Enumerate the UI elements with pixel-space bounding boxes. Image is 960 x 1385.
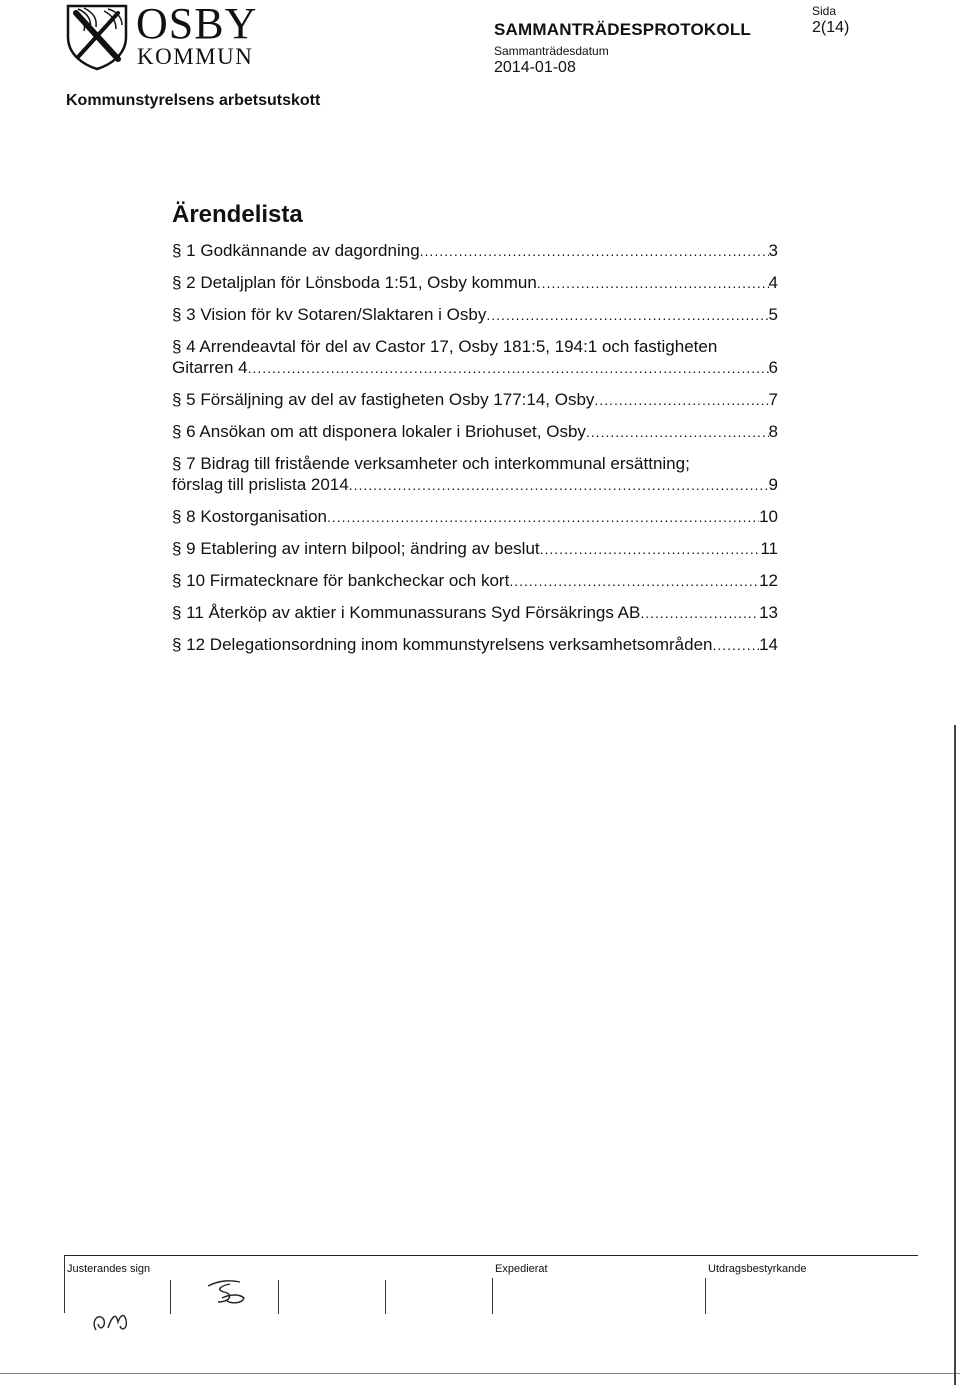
toc-entry — [172, 304, 778, 326]
toc-page-number: 13 — [759, 603, 778, 622]
toc-leader-dots — [586, 422, 769, 443]
toc-entry — [172, 602, 778, 624]
sign-divider-2 — [278, 1280, 279, 1314]
toc-line — [172, 389, 778, 411]
toc-entry — [172, 634, 778, 656]
toc-line — [172, 570, 778, 592]
toc-page-number: 9 — [768, 475, 778, 494]
toc-page-number: 3 — [768, 241, 778, 260]
page-label: Sida — [812, 4, 837, 18]
toc-entry-title: § 1 Godkännande av dagordning — [172, 241, 420, 260]
toc-entry-title: förslag till prislista 2014 — [172, 475, 349, 494]
toc-entry — [172, 453, 778, 496]
toc-entry-title: § 6 Ansökan om att disponera lokaler i Briohuset, Osby — [172, 422, 586, 441]
toc-page-number: 10 — [759, 507, 778, 526]
sign-divider-3 — [385, 1280, 386, 1314]
toc-leader-dots — [509, 571, 759, 592]
toc-entry — [172, 538, 778, 560]
toc-entry — [172, 240, 778, 262]
toc-page-number: 12 — [759, 571, 778, 590]
toc-line — [172, 506, 778, 528]
toc-entry — [172, 389, 778, 411]
toc-entry-title: § 4 Arrendeavtal för del av Castor 17, Osby 181:5, 194:1 och fastigheten — [172, 337, 718, 356]
signature-initials-1 — [86, 1298, 146, 1338]
toc-line — [172, 538, 778, 560]
committee-name: Kommunstyrelsens arbetsutskott — [66, 92, 321, 109]
expedierat-divider — [492, 1278, 493, 1314]
scan-edge — [954, 725, 956, 1385]
meeting-date-label: Sammanträdesdatum — [494, 44, 609, 58]
footer-border-left — [64, 1255, 65, 1313]
toc-leader-dots — [349, 475, 769, 496]
toc-page-number: 11 — [760, 539, 778, 558]
toc-entry-title: § 10 Firmatecknare för bankcheckar och kort — [172, 571, 510, 590]
toc-leader-dots — [327, 507, 759, 528]
toc-entry-title: § 2 Detaljplan för Lönsboda 1:51, Osby kommun — [172, 273, 537, 292]
toc-page-number: 8 — [768, 422, 778, 441]
protocol-title: SAMMANTRÄDESPROTOKOLL — [494, 20, 751, 39]
toc-page-number: 4 — [768, 273, 778, 292]
toc-entry-title: § 12 Delegationsordning inom kommunstyrelsens verksamhetsområden — [172, 635, 713, 654]
expedierat-label: Expedierat — [495, 1263, 548, 1275]
toc-entry-title: § 7 Bidrag till fristående verksamheter och interkommunal ersättning; — [172, 454, 690, 473]
osby-coat-of-arms-icon — [64, 3, 130, 71]
logo-subtitle: KOMMUN — [137, 44, 254, 69]
toc-page-number: 5 — [768, 305, 778, 324]
toc-leader-dots — [537, 273, 769, 294]
logo-wordmark: OSBY — [136, 0, 258, 48]
toc-line — [172, 474, 778, 496]
meeting-date: 2014-01-08 — [494, 59, 576, 76]
toc-page-number: 7 — [768, 390, 778, 409]
toc-leader-dots — [486, 305, 768, 326]
toc-line — [172, 634, 778, 656]
toc-entry — [172, 506, 778, 528]
toc-page-number: 6 — [768, 358, 778, 377]
toc-line — [172, 304, 778, 326]
toc-entry-title: § 5 Försäljning av del av fastigheten Osby 177:14, Osby — [172, 390, 595, 409]
toc-leader-dots — [248, 358, 769, 379]
toc-line — [172, 421, 778, 443]
toc-line — [172, 357, 778, 379]
toc-line — [172, 240, 778, 262]
toc-entry — [172, 336, 778, 379]
toc-entry — [172, 272, 778, 294]
utdragsbestyrkande-label: Utdragsbestyrkande — [708, 1263, 807, 1275]
justerandes-sign-label: Justerandes sign — [67, 1263, 151, 1275]
toc-leader-dots — [640, 603, 759, 624]
footer-divider — [64, 1255, 918, 1256]
toc-entry — [172, 421, 778, 443]
toc-entry-title: § 9 Etablering av intern bilpool; ändring av beslut — [172, 539, 540, 558]
toc-leader-dots — [420, 241, 769, 262]
toc-page-number: 14 — [759, 635, 778, 654]
toc-line — [172, 272, 778, 294]
toc-entry-title: § 3 Vision för kv Sotaren/Slaktaren i Osby — [172, 305, 487, 324]
page-number: 2(14) — [812, 19, 850, 36]
utdrag-divider — [705, 1278, 706, 1314]
toc-leader-dots — [540, 539, 761, 560]
toc-line — [172, 453, 778, 474]
toc-list — [172, 240, 778, 666]
toc-leader-dots — [713, 635, 760, 656]
toc-line — [172, 336, 778, 357]
toc-entry — [172, 570, 778, 592]
signature-initials-2 — [200, 1272, 256, 1312]
toc-leader-dots — [594, 390, 768, 411]
toc-line — [172, 602, 778, 624]
toc-entry-title: § 8 Kostorganisation — [172, 507, 327, 526]
toc-heading: Ärendelista — [172, 201, 303, 228]
toc-entry-title: Gitarren 4 — [172, 358, 248, 377]
toc-entry-title: § 11 Återköp av aktier i Kommunassurans Syd Försäkrings AB — [172, 603, 641, 622]
sign-divider-1 — [170, 1280, 171, 1314]
page-bottom-edge — [0, 1373, 960, 1374]
